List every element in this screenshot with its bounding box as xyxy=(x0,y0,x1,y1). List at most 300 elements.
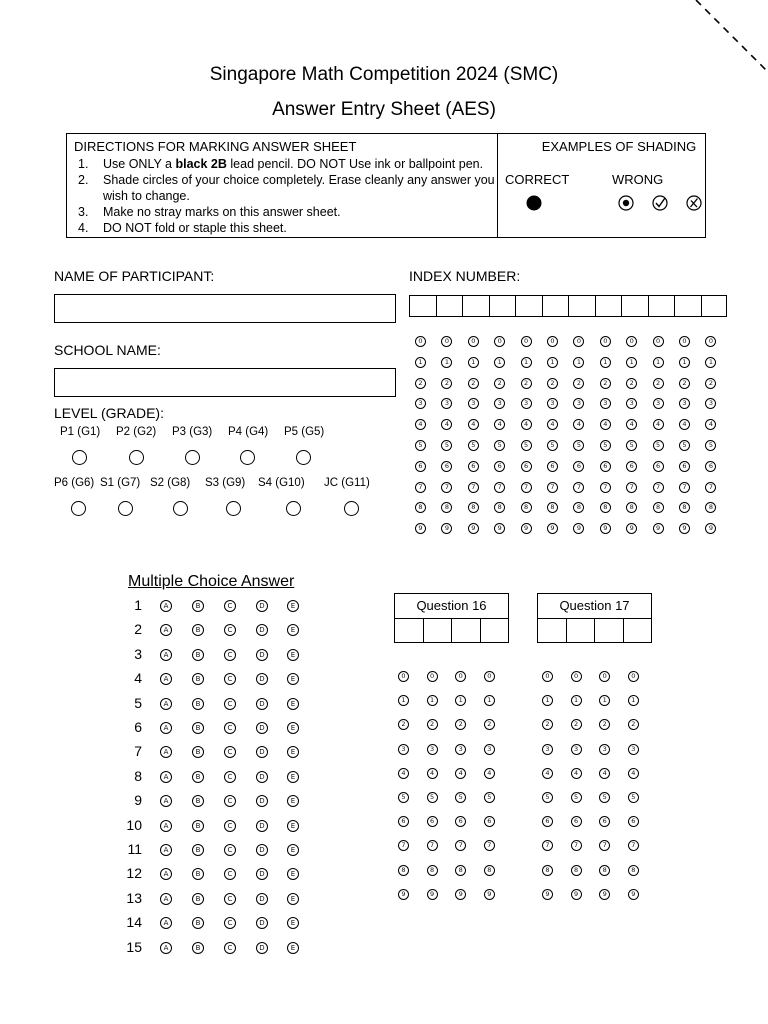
mcq-option-bubble[interactable]: D xyxy=(256,771,268,783)
index-digit-box[interactable] xyxy=(490,296,517,317)
mcq-option-bubble[interactable]: A xyxy=(160,722,172,734)
index-digit-box[interactable] xyxy=(516,296,543,317)
answer-digit-bubble[interactable]: 2 xyxy=(628,719,639,730)
answer-digit-box[interactable] xyxy=(424,618,453,642)
index-digit-bubble[interactable]: 0 xyxy=(679,336,690,347)
index-digit-box[interactable] xyxy=(410,296,437,317)
mcq-option-bubble[interactable]: B xyxy=(192,893,204,905)
answer-digit-bubble[interactable]: 3 xyxy=(628,744,639,755)
answer-digit-bubble[interactable]: 9 xyxy=(628,889,639,900)
index-digit-bubble[interactable]: 5 xyxy=(600,440,611,451)
answer-digit-bubble[interactable]: 5 xyxy=(398,792,409,803)
index-digit-bubble[interactable]: 3 xyxy=(468,398,479,409)
answer-digit-bubble[interactable]: 2 xyxy=(599,719,610,730)
answer-digit-bubble[interactable]: 6 xyxy=(398,816,409,827)
mcq-option-bubble[interactable]: D xyxy=(256,893,268,905)
index-digit-bubble[interactable]: 6 xyxy=(494,461,505,472)
answer-digit-bubble[interactable]: 4 xyxy=(599,768,610,779)
answer-digit-bubble[interactable]: 0 xyxy=(542,671,553,682)
answer-digit-bubble[interactable]: 4 xyxy=(427,768,438,779)
answer-digit-bubble[interactable]: 4 xyxy=(542,768,553,779)
answer-digit-bubble[interactable]: 4 xyxy=(628,768,639,779)
index-digit-bubble[interactable]: 1 xyxy=(626,357,637,368)
index-digit-bubble[interactable]: 2 xyxy=(600,378,611,389)
index-digit-box[interactable] xyxy=(675,296,702,317)
index-digit-bubble[interactable]: 0 xyxy=(468,336,479,347)
index-digit-bubble[interactable]: 7 xyxy=(653,482,664,493)
index-digit-bubble[interactable]: 4 xyxy=(573,419,584,430)
mcq-option-bubble[interactable]: C xyxy=(224,942,236,954)
index-digit-bubble[interactable]: 0 xyxy=(705,336,716,347)
answer-digit-bubble[interactable]: 8 xyxy=(599,865,610,876)
mcq-option-bubble[interactable]: A xyxy=(160,917,172,929)
answer-digit-bubble[interactable]: 3 xyxy=(484,744,495,755)
mcq-option-bubble[interactable]: D xyxy=(256,624,268,636)
mcq-option-bubble[interactable]: A xyxy=(160,600,172,612)
mcq-option-bubble[interactable]: E xyxy=(287,820,299,832)
index-digit-bubble[interactable]: 4 xyxy=(521,419,532,430)
index-digit-bubble[interactable]: 3 xyxy=(494,398,505,409)
index-digit-bubble[interactable]: 9 xyxy=(679,523,690,534)
answer-digit-bubble[interactable]: 4 xyxy=(571,768,582,779)
index-digit-bubble[interactable]: 2 xyxy=(573,378,584,389)
answer-digit-bubble[interactable]: 7 xyxy=(542,840,553,851)
answer-digit-bubble[interactable]: 2 xyxy=(484,719,495,730)
mcq-option-bubble[interactable]: B xyxy=(192,917,204,929)
index-digit-bubble[interactable]: 7 xyxy=(441,482,452,493)
answer-digit-bubble[interactable]: 7 xyxy=(628,840,639,851)
index-digit-bubble[interactable]: 9 xyxy=(626,523,637,534)
index-digit-bubble[interactable]: 7 xyxy=(626,482,637,493)
mcq-option-bubble[interactable]: C xyxy=(224,820,236,832)
answer-digit-bubble[interactable]: 8 xyxy=(542,865,553,876)
mcq-option-bubble[interactable]: E xyxy=(287,844,299,856)
mcq-option-bubble[interactable]: D xyxy=(256,942,268,954)
mcq-option-bubble[interactable]: E xyxy=(287,868,299,880)
index-digit-bubble[interactable]: 1 xyxy=(573,357,584,368)
mcq-option-bubble[interactable]: B xyxy=(192,868,204,880)
mcq-option-bubble[interactable]: A xyxy=(160,698,172,710)
index-digit-bubble[interactable]: 6 xyxy=(653,461,664,472)
mcq-option-bubble[interactable]: C xyxy=(224,649,236,661)
answer-digit-bubble[interactable]: 1 xyxy=(398,695,409,706)
index-digit-bubble[interactable]: 5 xyxy=(468,440,479,451)
answer-digit-bubble[interactable]: 1 xyxy=(455,695,466,706)
index-digit-bubble[interactable]: 6 xyxy=(679,461,690,472)
answer-digit-bubble[interactable]: 2 xyxy=(455,719,466,730)
mcq-option-bubble[interactable]: E xyxy=(287,771,299,783)
mcq-option-bubble[interactable]: C xyxy=(224,673,236,685)
answer-digit-box[interactable] xyxy=(567,618,596,642)
answer-digit-bubble[interactable]: 5 xyxy=(484,792,495,803)
answer-digit-bubble[interactable]: 5 xyxy=(427,792,438,803)
answer-digit-bubble[interactable]: 5 xyxy=(455,792,466,803)
answer-digit-bubble[interactable]: 6 xyxy=(542,816,553,827)
index-digit-bubble[interactable]: 8 xyxy=(679,502,690,513)
answer-digit-bubble[interactable]: 2 xyxy=(542,719,553,730)
index-digit-bubble[interactable]: 2 xyxy=(468,378,479,389)
index-digit-bubble[interactable]: 6 xyxy=(415,461,426,472)
index-digit-bubble[interactable]: 3 xyxy=(600,398,611,409)
level-option-label: P3 (G3) xyxy=(172,426,213,438)
mcq-option-bubble[interactable]: A xyxy=(160,795,172,807)
answer-digit-bubble[interactable]: 2 xyxy=(571,719,582,730)
index-digit-bubble[interactable]: 4 xyxy=(653,419,664,430)
index-digit-bubble[interactable]: 7 xyxy=(705,482,716,493)
index-digit-bubble[interactable]: 0 xyxy=(415,336,426,347)
index-digit-bubble[interactable]: 6 xyxy=(468,461,479,472)
index-digit-bubble[interactable]: 4 xyxy=(705,419,716,430)
index-digit-bubble[interactable]: 4 xyxy=(600,419,611,430)
answer-digit-bubble[interactable]: 1 xyxy=(599,695,610,706)
mcq-option-bubble[interactable]: B xyxy=(192,795,204,807)
mcq-option-bubble[interactable]: E xyxy=(287,746,299,758)
answer-digit-bubble[interactable]: 8 xyxy=(455,865,466,876)
index-digit-bubble[interactable]: 5 xyxy=(494,440,505,451)
mcq-option-bubble[interactable]: C xyxy=(224,624,236,636)
index-digit-bubble[interactable]: 5 xyxy=(705,440,716,451)
index-digit-bubble[interactable]: 8 xyxy=(653,502,664,513)
answer-digit-box[interactable] xyxy=(481,618,510,642)
mcq-option-bubble[interactable]: C xyxy=(224,771,236,783)
answer-digit-bubble[interactable]: 7 xyxy=(455,840,466,851)
mcq-option-bubble[interactable]: B xyxy=(192,624,204,636)
index-digit-bubble[interactable]: 8 xyxy=(573,502,584,513)
mcq-option-bubble[interactable]: C xyxy=(224,893,236,905)
answer-digit-bubble[interactable]: 9 xyxy=(427,889,438,900)
mcq-option-bubble[interactable]: D xyxy=(256,722,268,734)
index-digit-bubble[interactable]: 2 xyxy=(521,378,532,389)
answer-digit-bubble[interactable]: 6 xyxy=(455,816,466,827)
level-option-label: P4 (G4) xyxy=(228,426,269,438)
answer-digit-bubble[interactable]: 0 xyxy=(398,671,409,682)
mcq-option-bubble[interactable]: E xyxy=(287,917,299,929)
mcq-option-bubble[interactable]: C xyxy=(224,795,236,807)
mcq-option-bubble[interactable]: C xyxy=(224,746,236,758)
index-digit-bubble[interactable]: 7 xyxy=(679,482,690,493)
index-digit-bubble[interactable]: 4 xyxy=(415,419,426,430)
answer-digit-bubble[interactable]: 7 xyxy=(398,840,409,851)
mcq-option-bubble[interactable]: D xyxy=(256,698,268,710)
index-digit-bubble[interactable]: 5 xyxy=(415,440,426,451)
index-digit-bubble[interactable]: 9 xyxy=(441,523,452,534)
index-digit-bubble[interactable]: 9 xyxy=(653,523,664,534)
mcq-option-bubble[interactable]: D xyxy=(256,673,268,685)
answer-digit-bubble[interactable]: 3 xyxy=(571,744,582,755)
mcq-option-bubble[interactable]: C xyxy=(224,698,236,710)
answer-digit-bubble[interactable]: 9 xyxy=(599,889,610,900)
index-digit-bubble[interactable]: 6 xyxy=(600,461,611,472)
answer-digit-bubble[interactable]: 9 xyxy=(571,889,582,900)
mcq-option-bubble[interactable]: B xyxy=(192,844,204,856)
mcq-option-bubble[interactable]: B xyxy=(192,942,204,954)
index-digit-bubble[interactable]: 3 xyxy=(547,398,558,409)
mcq-option-bubble[interactable]: B xyxy=(192,673,204,685)
answer-digit-bubble[interactable]: 0 xyxy=(571,671,582,682)
answer-digit-bubble[interactable]: 0 xyxy=(628,671,639,682)
index-digit-bubble[interactable]: 7 xyxy=(415,482,426,493)
mcq-option-bubble[interactable]: B xyxy=(192,600,204,612)
mcq-option-bubble[interactable]: D xyxy=(256,795,268,807)
index-digit-bubble[interactable]: 8 xyxy=(626,502,637,513)
index-digit-bubble[interactable]: 9 xyxy=(547,523,558,534)
answer-digit-bubble[interactable]: 9 xyxy=(455,889,466,900)
index-digit-bubble[interactable]: 4 xyxy=(494,419,505,430)
index-digit-bubble[interactable]: 0 xyxy=(573,336,584,347)
index-digit-bubble[interactable]: 8 xyxy=(521,502,532,513)
answer-digit-bubble[interactable]: 0 xyxy=(427,671,438,682)
index-digit-bubble[interactable]: 1 xyxy=(441,357,452,368)
answer-digit-bubble[interactable]: 8 xyxy=(427,865,438,876)
index-digit-box[interactable] xyxy=(463,296,490,317)
answer-digit-bubble[interactable]: 5 xyxy=(542,792,553,803)
index-digit-bubble[interactable]: 6 xyxy=(705,461,716,472)
mcq-option-bubble[interactable]: A xyxy=(160,820,172,832)
index-digit-bubble[interactable]: 2 xyxy=(415,378,426,389)
mcq-option-bubble[interactable]: E xyxy=(287,624,299,636)
answer-digit-bubble[interactable]: 7 xyxy=(599,840,610,851)
mcq-option-bubble[interactable]: A xyxy=(160,844,172,856)
index-digit-bubble[interactable]: 3 xyxy=(573,398,584,409)
mcq-option-bubble[interactable]: A xyxy=(160,893,172,905)
answer-digit-bubble[interactable]: 1 xyxy=(484,695,495,706)
mcq-option-bubble[interactable]: A xyxy=(160,771,172,783)
mcq-option-bubble[interactable]: E xyxy=(287,673,299,685)
index-digit-bubble[interactable]: 6 xyxy=(573,461,584,472)
answer-digit-bubble[interactable]: 0 xyxy=(455,671,466,682)
index-digit-bubble[interactable]: 2 xyxy=(705,378,716,389)
index-digit-bubble[interactable]: 2 xyxy=(626,378,637,389)
index-digit-bubble[interactable]: 5 xyxy=(626,440,637,451)
answer-digit-bubble[interactable]: 1 xyxy=(571,695,582,706)
index-digit-bubble[interactable]: 3 xyxy=(626,398,637,409)
index-digit-bubble[interactable]: 3 xyxy=(441,398,452,409)
index-digit-bubble[interactable]: 3 xyxy=(521,398,532,409)
answer-digit-bubble[interactable]: 5 xyxy=(599,792,610,803)
level-option-circle[interactable] xyxy=(344,501,359,516)
index-digit-bubble[interactable]: 2 xyxy=(547,378,558,389)
index-digit-bubble[interactable]: 0 xyxy=(626,336,637,347)
index-digit-bubble[interactable]: 0 xyxy=(547,336,558,347)
index-digit-bubble[interactable]: 5 xyxy=(653,440,664,451)
answer-digit-bubble[interactable]: 7 xyxy=(571,840,582,851)
answer-digit-bubble[interactable]: 3 xyxy=(398,744,409,755)
index-digit-bubble[interactable]: 9 xyxy=(705,523,716,534)
index-digit-bubble[interactable]: 5 xyxy=(679,440,690,451)
answer-digit-bubble[interactable]: 6 xyxy=(427,816,438,827)
index-digit-bubble[interactable]: 6 xyxy=(626,461,637,472)
answer-digit-bubble[interactable]: 2 xyxy=(427,719,438,730)
index-digit-bubble[interactable]: 6 xyxy=(547,461,558,472)
mcq-option-bubble[interactable]: B xyxy=(192,746,204,758)
index-digit-bubble[interactable]: 5 xyxy=(521,440,532,451)
index-digit-box[interactable] xyxy=(596,296,623,317)
mcq-option-bubble[interactable]: D xyxy=(256,649,268,661)
index-digit-bubble[interactable]: 7 xyxy=(468,482,479,493)
mcq-option-bubble[interactable]: D xyxy=(256,868,268,880)
answer-digit-bubble[interactable]: 6 xyxy=(484,816,495,827)
mcq-option-bubble[interactable]: A xyxy=(160,673,172,685)
index-digit-bubble[interactable]: 3 xyxy=(653,398,664,409)
mcq-option-bubble[interactable]: A xyxy=(160,624,172,636)
index-digit-bubble[interactable]: 1 xyxy=(547,357,558,368)
answer-digit-bubble[interactable]: 8 xyxy=(398,865,409,876)
index-number-boxes[interactable] xyxy=(409,295,727,317)
mcq-option-bubble[interactable]: B xyxy=(192,771,204,783)
index-digit-bubble[interactable]: 7 xyxy=(573,482,584,493)
answer-digit-box[interactable] xyxy=(595,618,624,642)
mcq-option-bubble[interactable]: D xyxy=(256,917,268,929)
index-digit-bubble[interactable]: 0 xyxy=(600,336,611,347)
index-digit-bubble[interactable]: 2 xyxy=(653,378,664,389)
index-digit-box[interactable] xyxy=(569,296,596,317)
index-digit-bubble[interactable]: 5 xyxy=(573,440,584,451)
mcq-option-bubble[interactable]: D xyxy=(256,600,268,612)
index-digit-bubble[interactable]: 0 xyxy=(653,336,664,347)
index-digit-bubble[interactable]: 9 xyxy=(494,523,505,534)
index-digit-bubble[interactable]: 9 xyxy=(600,523,611,534)
mcq-option-bubble[interactable]: B xyxy=(192,698,204,710)
index-digit-bubble[interactable]: 2 xyxy=(441,378,452,389)
index-digit-bubble[interactable]: 3 xyxy=(679,398,690,409)
answer-digit-bubble[interactable]: 5 xyxy=(571,792,582,803)
answer-digit-bubble[interactable]: 6 xyxy=(571,816,582,827)
answer-digit-bubble[interactable]: 1 xyxy=(628,695,639,706)
answer-digit-bubble[interactable]: 0 xyxy=(484,671,495,682)
mcq-option-bubble[interactable]: C xyxy=(224,844,236,856)
index-digit-bubble[interactable]: 6 xyxy=(441,461,452,472)
index-digit-bubble[interactable]: 4 xyxy=(626,419,637,430)
index-digit-bubble[interactable]: 7 xyxy=(547,482,558,493)
answer-digit-bubble[interactable]: 0 xyxy=(599,671,610,682)
mcq-option-bubble[interactable]: E xyxy=(287,698,299,710)
answer-digit-bubble[interactable]: 6 xyxy=(628,816,639,827)
answer-digit-bubble[interactable]: 9 xyxy=(542,889,553,900)
index-digit-bubble[interactable]: 0 xyxy=(441,336,452,347)
mcq-option-bubble[interactable]: E xyxy=(287,722,299,734)
index-digit-bubble[interactable]: 7 xyxy=(600,482,611,493)
index-digit-bubble[interactable]: 8 xyxy=(494,502,505,513)
mcq-option-bubble[interactable]: C xyxy=(224,722,236,734)
answer-digit-bubble[interactable]: 1 xyxy=(542,695,553,706)
mcq-option-bubble[interactable]: E xyxy=(287,942,299,954)
mcq-option-bubble[interactable]: C xyxy=(224,600,236,612)
mcq-option-bubble[interactable]: E xyxy=(287,795,299,807)
answer-digit-bubble[interactable]: 8 xyxy=(484,865,495,876)
index-digit-bubble[interactable]: 8 xyxy=(415,502,426,513)
answer-digit-bubble[interactable]: 9 xyxy=(484,889,495,900)
index-digit-bubble[interactable]: 1 xyxy=(494,357,505,368)
answer-digit-bubble[interactable]: 3 xyxy=(542,744,553,755)
index-digit-bubble[interactable]: 1 xyxy=(679,357,690,368)
index-digit-bubble[interactable]: 0 xyxy=(521,336,532,347)
index-digit-bubble[interactable]: 4 xyxy=(547,419,558,430)
answer-digit-bubble[interactable]: 4 xyxy=(484,768,495,779)
answer-digit-bubble[interactable]: 7 xyxy=(484,840,495,851)
answer-digit-bubble[interactable]: 3 xyxy=(599,744,610,755)
index-digit-bubble[interactable]: 9 xyxy=(415,523,426,534)
index-digit-bubble[interactable]: 1 xyxy=(415,357,426,368)
answer-digit-box[interactable] xyxy=(538,618,567,642)
mcq-option-bubble[interactable]: E xyxy=(287,649,299,661)
index-digit-bubble[interactable]: 5 xyxy=(547,440,558,451)
index-digit-bubble[interactable]: 3 xyxy=(415,398,426,409)
answer-digit-box[interactable] xyxy=(624,618,653,642)
mcq-option-bubble[interactable]: D xyxy=(256,746,268,758)
index-digit-bubble[interactable]: 6 xyxy=(521,461,532,472)
index-digit-bubble[interactable]: 3 xyxy=(705,398,716,409)
index-digit-bubble[interactable]: 2 xyxy=(679,378,690,389)
mcq-option-bubble[interactable]: C xyxy=(224,868,236,880)
index-digit-box[interactable] xyxy=(649,296,676,317)
answer-digit-bubble[interactable]: 4 xyxy=(455,768,466,779)
answer-digit-bubble[interactable]: 5 xyxy=(628,792,639,803)
filled-circle-icon xyxy=(527,196,542,211)
answer-digit-box[interactable] xyxy=(395,618,424,642)
index-digit-bubble[interactable]: 1 xyxy=(705,357,716,368)
index-digit-bubble[interactable]: 2 xyxy=(494,378,505,389)
mcq-option-bubble[interactable]: B xyxy=(192,649,204,661)
answer-digit-bubble[interactable]: 8 xyxy=(628,865,639,876)
index-digit-bubble[interactable]: 9 xyxy=(468,523,479,534)
index-digit-box[interactable] xyxy=(437,296,464,317)
answer-digit-box[interactable] xyxy=(452,618,481,642)
mcq-option-bubble[interactable]: E xyxy=(287,600,299,612)
mcq-option-bubble[interactable]: D xyxy=(256,844,268,856)
index-digit-bubble[interactable]: 9 xyxy=(573,523,584,534)
index-digit-box[interactable] xyxy=(702,296,729,317)
index-digit-bubble[interactable]: 8 xyxy=(705,502,716,513)
answer-digit-bubble[interactable]: 9 xyxy=(398,889,409,900)
index-digit-bubble[interactable]: 4 xyxy=(468,419,479,430)
index-digit-box[interactable] xyxy=(622,296,649,317)
index-digit-bubble[interactable]: 1 xyxy=(600,357,611,368)
answer-digit-bubble[interactable]: 3 xyxy=(455,744,466,755)
index-digit-bubble[interactable]: 9 xyxy=(521,523,532,534)
index-digit-bubble[interactable]: 1 xyxy=(521,357,532,368)
index-digit-bubble[interactable]: 7 xyxy=(521,482,532,493)
index-digit-box[interactable] xyxy=(543,296,570,317)
index-digit-bubble[interactable]: 4 xyxy=(679,419,690,430)
index-digit-bubble[interactable]: 8 xyxy=(600,502,611,513)
mcq-option-bubble[interactable]: A xyxy=(160,649,172,661)
index-digit-bubble[interactable]: 4 xyxy=(441,419,452,430)
answer-digit-bubble[interactable]: 4 xyxy=(398,768,409,779)
answer-digit-bubble[interactable]: 1 xyxy=(427,695,438,706)
answer-digit-bubble[interactable]: 2 xyxy=(398,719,409,730)
index-digit-bubble[interactable]: 8 xyxy=(547,502,558,513)
mcq-option-bubble[interactable]: E xyxy=(287,893,299,905)
answer-digit-bubble[interactable]: 6 xyxy=(599,816,610,827)
mcq-option-bubble[interactable]: A xyxy=(160,868,172,880)
index-digit-bubble[interactable]: 1 xyxy=(653,357,664,368)
mcq-option-bubble[interactable]: A xyxy=(160,942,172,954)
index-digit-bubble[interactable]: 7 xyxy=(494,482,505,493)
mcq-option-bubble[interactable]: D xyxy=(256,820,268,832)
index-digit-bubble[interactable]: 8 xyxy=(468,502,479,513)
mcq-option-bubble[interactable]: B xyxy=(192,820,204,832)
answer-digit-bubble[interactable]: 7 xyxy=(427,840,438,851)
mcq-option-bubble[interactable]: B xyxy=(192,722,204,734)
mcq-option-bubble[interactable]: A xyxy=(160,746,172,758)
mcq-option-bubble[interactable]: C xyxy=(224,917,236,929)
index-digit-bubble[interactable]: 1 xyxy=(468,357,479,368)
answer-digit-bubble[interactable]: 3 xyxy=(427,744,438,755)
answer-digit-bubble[interactable]: 8 xyxy=(571,865,582,876)
index-digit-bubble[interactable]: 5 xyxy=(441,440,452,451)
index-digit-bubble[interactable]: 8 xyxy=(441,502,452,513)
index-digit-bubble[interactable]: 0 xyxy=(494,336,505,347)
